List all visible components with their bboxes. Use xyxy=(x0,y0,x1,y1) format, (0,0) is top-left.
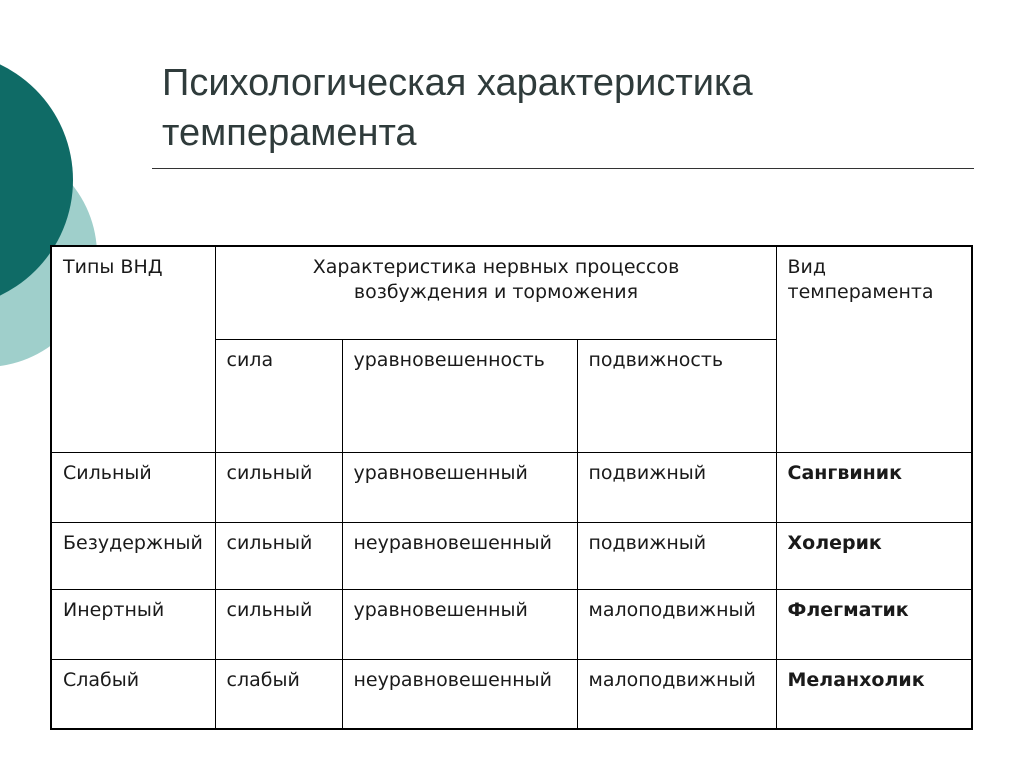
table-row xyxy=(51,659,972,729)
cell-type: Сильный xyxy=(51,452,215,522)
cell-type: Слабый xyxy=(51,659,215,729)
cell-balance: уравновешенный xyxy=(342,452,577,522)
cell-temperament: Холерик xyxy=(776,522,972,589)
cell-balance: уравновешенный xyxy=(342,589,577,659)
cell-temperament: Меланхолик xyxy=(776,659,972,729)
table-header-row xyxy=(51,246,972,339)
cell-temperament: Сангвиник xyxy=(776,452,972,522)
header-temperament-line-1: Вид xyxy=(787,256,827,278)
cell-balance: неуравновешенный xyxy=(342,522,577,589)
cell-strength: сильный xyxy=(215,522,342,589)
cell-mobility: подвижный xyxy=(577,522,776,589)
title-divider xyxy=(152,168,974,169)
slide-title xyxy=(162,58,962,158)
cell-temperament: Флегматик xyxy=(776,589,972,659)
table-row xyxy=(51,589,972,659)
subheader-balance: уравновешенность xyxy=(342,339,577,452)
cell-type: Безудержный xyxy=(51,522,215,589)
header-types-label: Типы ВНД xyxy=(63,256,163,278)
table-row xyxy=(51,522,972,589)
header-processes-line-2: возбуждения и торможения xyxy=(353,281,639,303)
cell-strength: сильный xyxy=(215,589,342,659)
header-temperament-line-2: темперамента xyxy=(787,281,934,303)
title-line-2: темперамента xyxy=(162,112,417,154)
header-types-cell xyxy=(51,246,215,452)
temperament-table xyxy=(50,245,973,730)
title-line-1: Психологическая характеристика xyxy=(162,62,753,104)
cell-mobility: подвижный xyxy=(577,452,776,522)
header-processes-cell xyxy=(215,246,776,339)
cell-mobility: малоподвижный xyxy=(577,659,776,729)
table-row xyxy=(51,452,972,522)
header-temperament-cell xyxy=(776,246,972,452)
cell-balance: неуравновешенный xyxy=(342,659,577,729)
header-processes-line-1: Характеристика нервных процессов xyxy=(312,256,680,278)
subheader-mobility: подвижность xyxy=(577,339,776,452)
cell-strength: слабый xyxy=(215,659,342,729)
subheader-strength: сила xyxy=(215,339,342,452)
cell-mobility: малоподвижный xyxy=(577,589,776,659)
cell-type: Инертный xyxy=(51,589,215,659)
cell-strength: сильный xyxy=(215,452,342,522)
